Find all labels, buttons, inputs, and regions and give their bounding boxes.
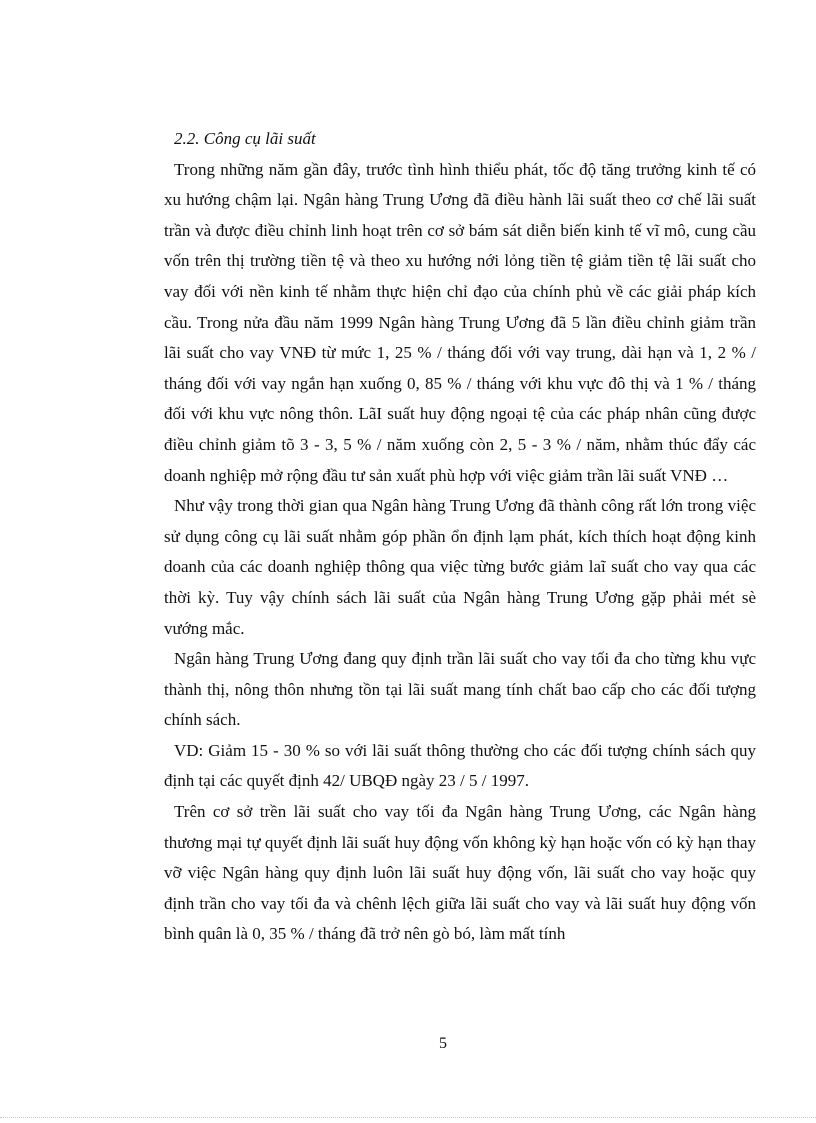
section-heading: 2.2. Công cụ lãi suất (174, 129, 316, 148)
paragraph-1: Trong những năm gần đây, trước tình hình thiểu phát, tốc độ tăng trưởng kinh tế có xu hướng chậm lại. Ngân hàng Trung Ương đã điều hành lãi suất theo cơ chế lãi suất trần và được điều chỉnh linh hoạt trên cơ sở bám sát diễn biến kinh tế vĩ mô, cung cầu vốn trên thị trường tiền tệ và theo xu hướng nới lỏng tiền tệ giảm tiền tệ lãi suất cho vay đối với nền kinh tế nhằm thực hiện chỉ đạo của chính phủ về các giải pháp kích cầu. Trong nửa đầu năm 1999 Ngân hàng Trung Ương đã 5 lần điều chỉnh giảm trần lãi suất cho vay VNĐ từ mức 1, 25 % / tháng đối với vay trung, dài hạn và 1, 2 % / tháng đối với vay ngắn hạn xuống 0, 85 % / tháng với khu vực đô thị và 1 % / tháng đối với khu vực nông thôn. LãI suất huy động ngoại tệ của các pháp nhân cũng được điều chỉnh giảm tõ 3 - 3, 5 % / năm xuống còn 2, 5 - 3 % / năm, nhằm thúc đẩy các doanh nghiệp mở rộng đầu tư sản xuất phù hợp với việc giảm trần lãi suất VNĐ … (164, 159, 756, 485)
paragraph-2: Như vậy trong thời gian qua Ngân hàng Trung Ương đã thành công rất lớn trong việc sử dụng công cụ lãi suất nhằm góp phần ổn định lạm phát, kích thích hoạt động kinh doanh của các doanh nghiệp thông qua việc từng bước giảm laĩ suất cho vay qua các thời kỳ. Tuy vậy chính sách lãi suất của Ngân hàng Trung Ương gặp phải mét sè vướng mắc. (164, 496, 756, 638)
paragraph-4: VD: Giảm 15 - 30 % so với lãi suất thông thường cho các đối tượng chính sách quy định tại các quyết định 42/ UBQĐ ngày 23 / 5 / 1997. (164, 740, 756, 791)
page-number: 5 (439, 1035, 447, 1052)
paragraph-3: Ngân hàng Trung Ương đang quy định trần lãi suất cho vay tối đa cho từng khu vực thành thị, nông thôn nhưng tồn tại lãi suất mang tính chất bao cấp cho các đối tượng chính sách. (164, 649, 756, 730)
paragraph-5: Trên cơ sở trền lãi suất cho vay tối đa Ngân hàng Trung Ương, các Ngân hàng thương mại tự quyết định lãi suất huy động vốn không kỳ hạn hoặc vốn có kỳ hạn thay vỡ việc Ngân hàng quy định luôn lãi suất huy động vốn, lãi suất cho vay hoặc quy định trần cho vay tối đa và chênh lệch giữa lãi suất cho vay và lãi suất huy động vốn bình quân là 0, 35 % / tháng đã trở nên gò bó, làm mất tính (164, 802, 756, 944)
page-bottom-divider (0, 1117, 816, 1118)
page-body (164, 124, 756, 950)
